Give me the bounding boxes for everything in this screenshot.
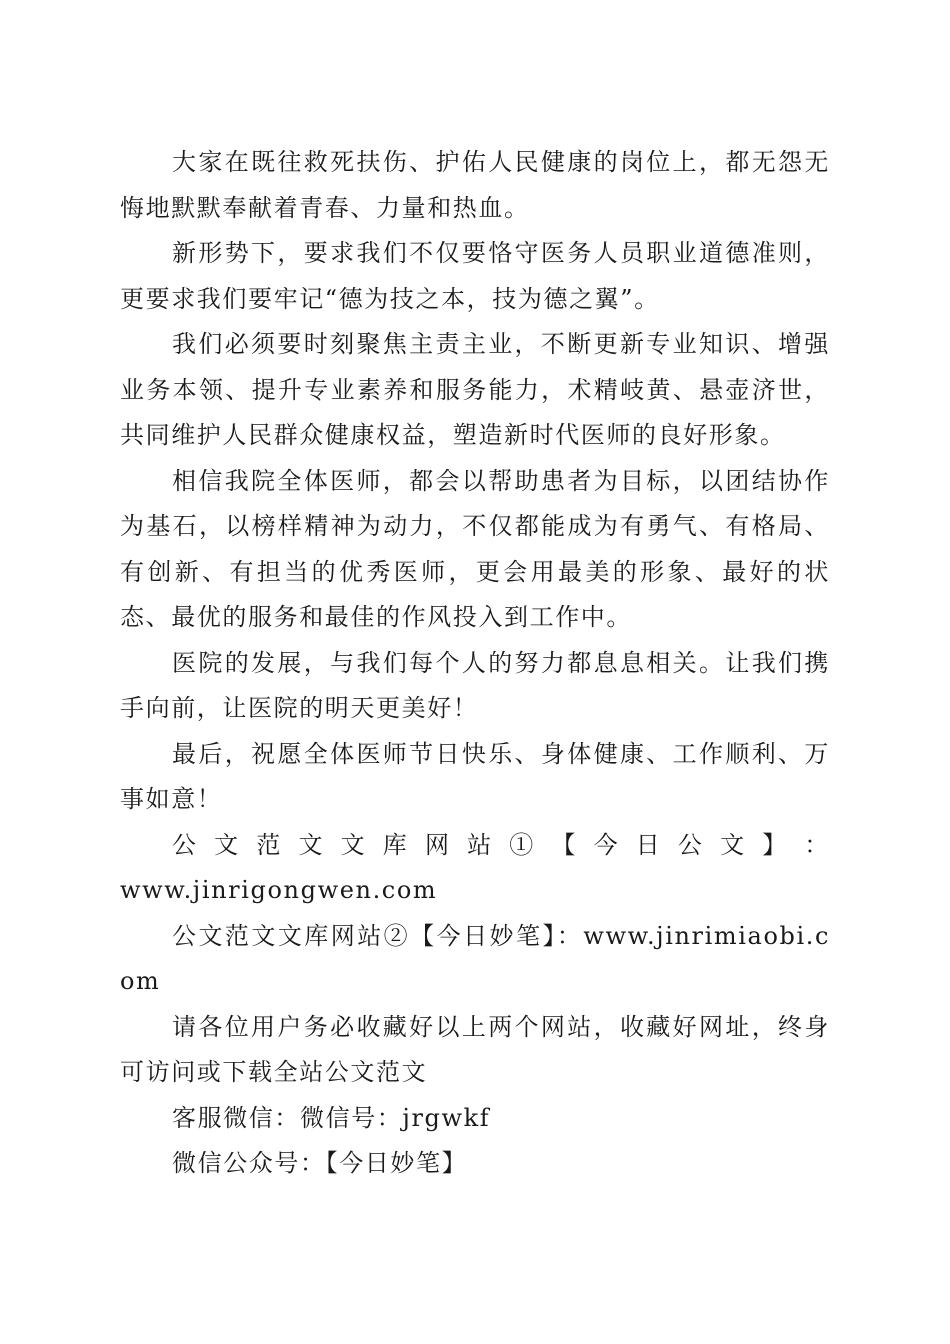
wechat-official-account: 微信公众号：【今日妙笔】 — [172, 1149, 468, 1177]
notice-paragraph: 请各位用户务必收藏好以上两个网站，收藏好网址，终身可访问或下载全站公文范文 — [120, 1012, 830, 1086]
site1-url[interactable]: www.jinrigongwen.com — [120, 876, 438, 904]
site1-label: 公 文 范 文 文 库 网 站 ① 【 今 日 公 文 】 ： — [172, 830, 830, 859]
paragraph-4: 相信我院全体医师，都会以帮助患者为目标，以团结协作为基石，以榜样精神为动力，不仅都能成为有勇气、有格局、有创新、有担当的优秀医师，更会用最美的形象、最好的状态、最优的服务和最佳的作风投入到工作中。 — [120, 466, 830, 631]
document-page — [120, 140, 830, 1187]
paragraph-2: 新形势下，要求我们不仅要恪守医务人员职业道德准则，更要求我们要牢记“德为技之本，技为德之翼”。 — [120, 239, 830, 313]
site2-line: 公文范文文库网站②【今日妙笔】：www.jinrimiaobi.com — [120, 921, 830, 995]
paragraph-1: 大家在既往救死扶伤、护佑人民健康的岗位上，都无怨无悔地默默奉献着青春、力量和热血。 — [120, 148, 830, 222]
paragraph-6: 最后，祝愿全体医师节日快乐、身体健康、工作顺利、万事如意！ — [120, 739, 830, 813]
service-wechat: 客服微信：微信号：jrgwkf — [172, 1103, 491, 1132]
paragraph-5: 医院的发展，与我们每个人的努力都息息相关。让我们携手向前，让医院的明天更美好！ — [120, 648, 830, 722]
paragraph-3: 我们必须要时刻聚焦主责主业，不断更新专业知识、增强业务本领、提升专业素养和服务能力，术精岐黄、悬壶济世，共同维护人民群众健康权益，塑造新时代医师的良好形象。 — [120, 330, 830, 449]
